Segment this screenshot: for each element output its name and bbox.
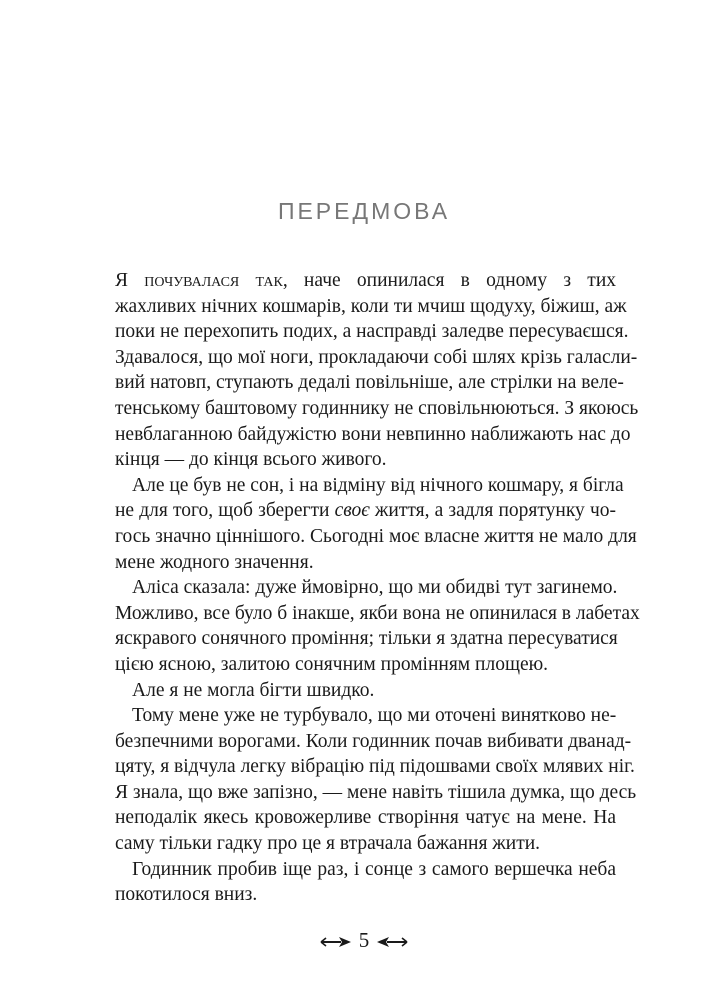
- text-line: Тому мене уже не турбувало, що ми оточені винятково не-: [132, 705, 617, 727]
- text-line: не для того, щоб зберегти своє життя, а задля порятунку чо-: [115, 500, 616, 522]
- text-line: невблаганною байдужістю вони невпинно наближають нас до: [115, 423, 631, 445]
- text-line: кінця — до кінця всього живого.: [115, 449, 387, 471]
- text-line: Можливо, все було б інакше, якби вона не опинилася в лабетах: [115, 602, 640, 624]
- right-ornament-icon: [375, 936, 409, 948]
- text-line: цією ясною, залитою сонячним промінням площею.: [115, 653, 549, 675]
- text-line: Здавалося, що мої ноги, прокладаючи собі шлях крізь галасли-: [115, 346, 638, 368]
- body-text: [115, 268, 640, 908]
- text-line: Годинник пробив іще раз, і сонце з самого вершечка неба: [132, 858, 616, 880]
- text-line: Я почувалася так, наче опинилася в одному з тих: [115, 270, 616, 291]
- text-line: яскравого сонячного проміння; тільки я здатна пересуватися: [115, 628, 618, 650]
- text-line: Але це був не сон, і на відміну від нічного кошмару, я бігла: [132, 474, 624, 496]
- text-line: неподалік якесь кровожерливе створіння чатує на мене. На: [115, 807, 616, 829]
- text-line: тенському баштовому годиннику не сповільнюються. З якоюсь: [115, 397, 639, 419]
- page-number-footer: [0, 928, 728, 953]
- text-line: гось значно ціннішого. Сьогодні моє власне життя не мало для: [115, 525, 637, 547]
- text-line: мене жодного значення.: [115, 551, 314, 573]
- chapter-title: ПЕРЕДМОВА: [277, 198, 451, 224]
- text-line: жахливих нічних кошмарів, коли ти мчиш щодуху, біжиш, аж: [115, 295, 627, 317]
- text-line: Аліса сказала: дуже ймовірно, що ми обидві тут загинемо.: [132, 577, 618, 599]
- text-line: поки не перехопить подих, а насправді заледве пересуваєшся.: [115, 321, 629, 343]
- text-line: саму тільки гадку про це я втрачала бажання жити.: [115, 833, 541, 855]
- text-line: цяту, я відчула легку вібрацію під підошвами своїх млявих ніг.: [115, 756, 635, 778]
- text-line: покотилося вниз.: [115, 884, 258, 906]
- text-line: Я знала, що вже запізно, — мене навіть тішила думка, що десь: [115, 781, 637, 803]
- text-line: Але я не могла бігти швидко.: [132, 679, 375, 701]
- text-line: безпечними ворогами. Коли годинник почав вибивати дванад-: [115, 730, 632, 752]
- left-ornament-icon: [319, 936, 353, 948]
- page-number: 5: [358, 928, 370, 952]
- text-line: вий натовп, ступають дедалі повільніше, але стрілки на веле-: [115, 372, 624, 394]
